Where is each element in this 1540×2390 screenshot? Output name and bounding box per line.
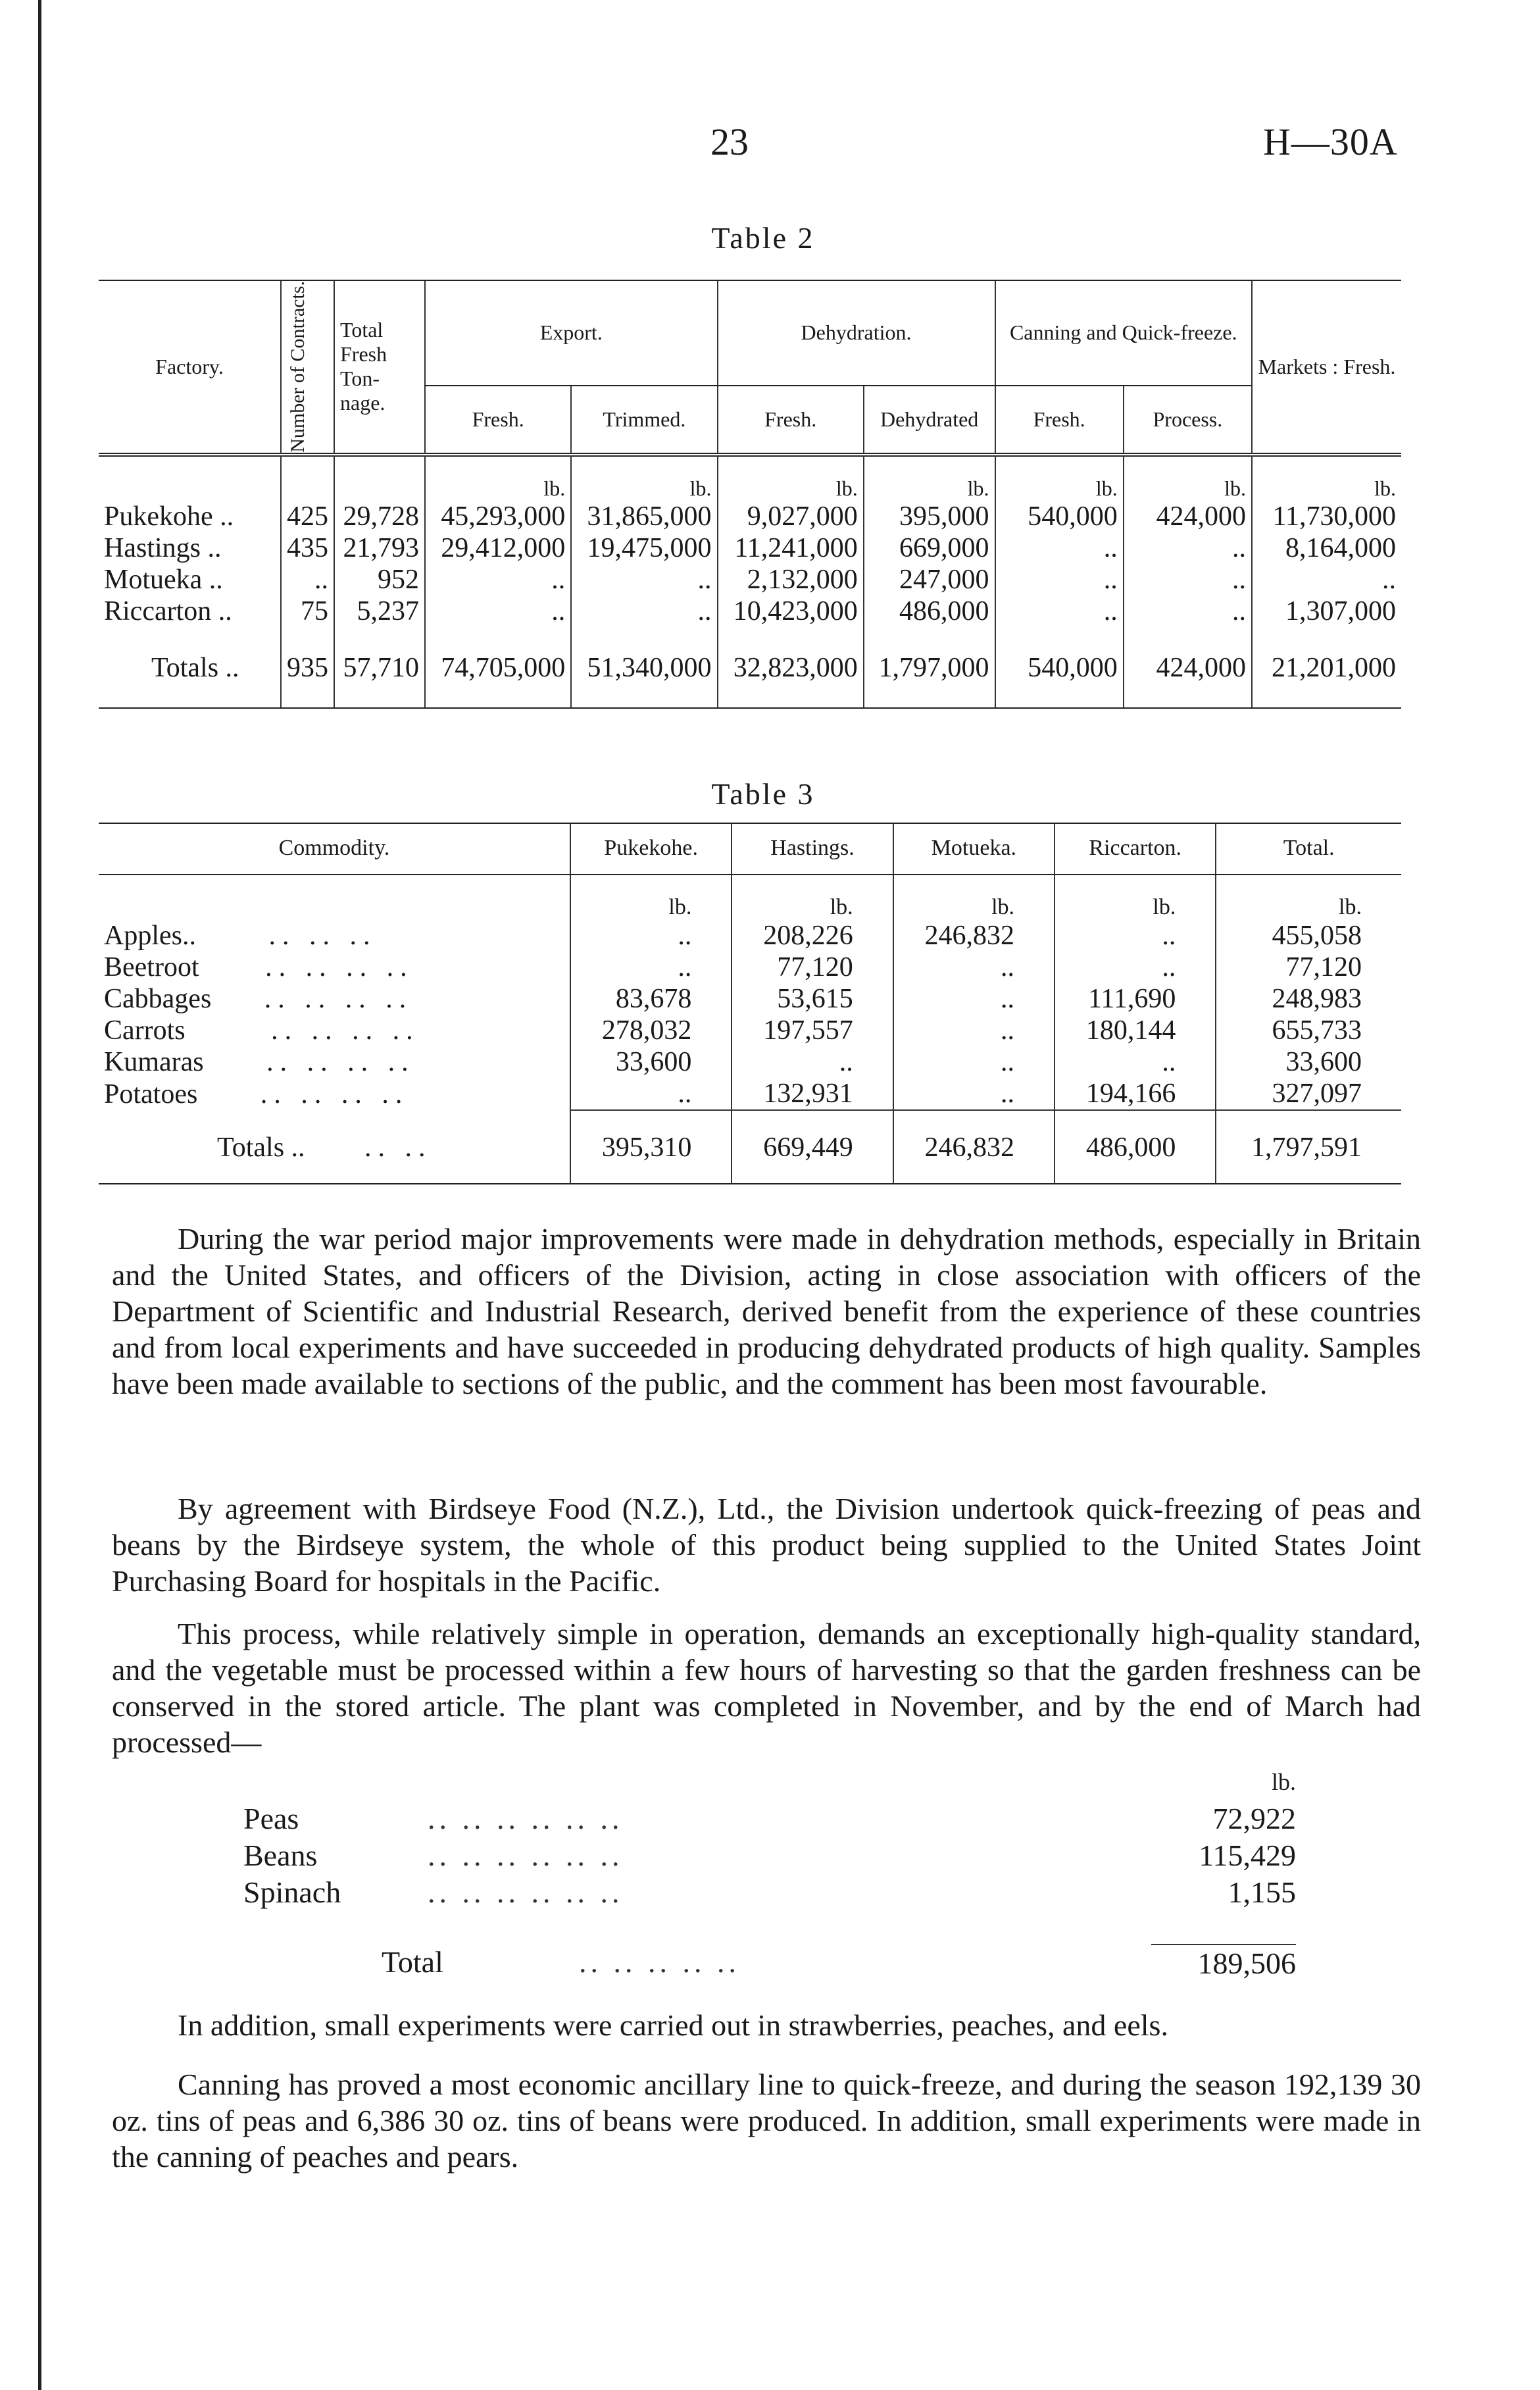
motueka-cell: .. [893,1046,1055,1078]
riccarton-cell: 180,144 [1055,1015,1216,1046]
pukekohe-total: 395,310 [570,1110,732,1184]
t2-header-canning: Canning and Quick-freeze. [995,280,1252,386]
leader-dots: .. [218,596,232,626]
markets-cell: .. [1252,564,1401,596]
t2-sub-dehy-fresh: Fresh. [718,386,864,453]
t3-row-cabbages [99,983,1401,1015]
can-process-cell: .. [1124,596,1252,627]
t2-sub-can-process: Process. [1124,386,1252,453]
motueka-cell: 246,832 [893,920,1055,952]
t2-row-pukekohe [99,501,1401,532]
export-trimmed-cell: 31,865,000 [571,501,717,532]
item-value: 115,429 [1199,1839,1296,1872]
dehy-fresh-total: 32,823,000 [718,627,864,708]
item-name: Beans [243,1839,318,1872]
commodity-name: Potatoes [104,1079,198,1109]
table3-title: Table 3 [711,777,815,811]
unit-label: lb. [995,456,1124,501]
table3 [99,823,1401,1184]
totals-label: Totals [151,652,219,683]
commodity-name: Apples.. [104,921,196,951]
leader-dots: .. .. .. .. .. .. [428,1839,624,1872]
commodity-name: Cabbages [104,984,212,1014]
dehy-dehydrated-cell: 247,000 [864,564,995,596]
t3-header-hastings: Hastings. [732,823,893,875]
hastings-cell: 53,615 [732,983,893,1015]
can-fresh-cell: 540,000 [995,501,1124,532]
hastings-cell: 208,226 [732,920,893,952]
contracts-cell: 425 [281,501,334,532]
leader-dots: .. .. .. .. [271,1015,420,1046]
processed-list [243,1764,1296,1982]
tonnage-total: 57,710 [334,627,425,708]
commodity-name: Carrots [104,1015,186,1046]
dehy-dehydrated-cell: 669,000 [864,532,995,564]
pukekohe-cell: 278,032 [570,1015,732,1046]
t3-header-pukekohe: Pukekohe. [570,823,732,875]
export-trimmed-cell: .. [571,596,717,627]
item-value: 72,922 [1212,1802,1296,1835]
export-fresh-cell: .. [425,596,571,627]
item-value: 1,155 [1228,1875,1296,1909]
commodity-name: Beetroot [104,952,199,982]
hastings-cell: 77,120 [732,952,893,983]
leader-dots: .. [207,532,222,563]
t2-sub-dehy-dehydrated: Dehydrated [864,386,995,453]
t3-row-apples [99,920,1401,952]
dehy-fresh-cell: 10,423,000 [718,596,864,627]
leader-dots: .. .. .. .. [264,984,413,1014]
totals-label: Totals .. [217,1132,305,1163]
grand-total: 1,797,591 [1216,1110,1401,1184]
factory-name: Hastings [104,532,201,563]
can-process-cell: 424,000 [1124,501,1252,532]
motueka-cell: .. [893,1015,1055,1046]
t2-header-export: Export. [425,280,718,386]
unit-label: lb. [425,456,571,501]
can-process-total: 424,000 [1124,627,1252,708]
export-trimmed-total: 51,340,000 [571,627,717,708]
riccarton-cell: 111,690 [1055,983,1216,1015]
t2-row-hastings [99,532,1401,564]
list-total-row [243,1937,1296,1982]
hastings-cell: 132,931 [732,1078,893,1110]
contracts-cell: 435 [281,532,334,564]
tonnage-cell: 952 [334,564,425,596]
riccarton-cell: .. [1055,952,1216,983]
t3-row-potatoes [99,1078,1401,1110]
leader-dots: .. .. .. .. [260,1079,409,1109]
t2-header-dehydration: Dehydration. [718,280,995,386]
leader-dots: .. .. .. [268,921,377,951]
leader-dots: .. [225,652,239,683]
unit-label: lb. [571,456,717,501]
motueka-cell: .. [893,1078,1055,1110]
item-name: Peas [243,1802,299,1835]
hastings-total: 669,449 [732,1110,893,1184]
binding-edge-rule [38,0,41,2390]
dehy-fresh-cell: 2,132,000 [718,564,864,596]
export-fresh-cell: 29,412,000 [425,532,571,564]
markets-cell: 8,164,000 [1252,532,1401,564]
t2-unit-row [99,456,1401,501]
unit-label: lb. [1271,1769,1296,1795]
page-number: 23 [710,120,749,163]
can-fresh-total: 540,000 [995,627,1124,708]
total-cell: 77,120 [1216,952,1401,983]
riccarton-cell: 194,166 [1055,1078,1216,1110]
pukekohe-cell: 33,600 [570,1046,732,1078]
total-cell: 248,983 [1216,983,1401,1015]
export-fresh-cell: 45,293,000 [425,501,571,532]
t3-totals-row [99,1110,1401,1184]
factory-name: Motueka [104,564,203,595]
list-item [243,1800,1296,1837]
document-reference: H—30A [1263,120,1398,163]
unit-label: lb. [1252,456,1401,501]
t3-unit-row [99,875,1401,920]
contracts-cell: .. [281,564,334,596]
dehy-dehydrated-cell: 486,000 [864,596,995,627]
pukekohe-cell: .. [570,920,732,952]
commodity-name: Kumaras [104,1047,204,1077]
table2-title: Table 2 [711,221,815,255]
t2-sub-can-fresh: Fresh. [995,386,1124,453]
pukekohe-cell: .. [570,952,732,983]
can-fresh-cell: .. [995,596,1124,627]
leader-dots: .. .. .. .. .. .. [428,1802,624,1835]
export-trimmed-cell: 19,475,000 [571,532,717,564]
dehy-dehydrated-cell: 395,000 [864,501,995,532]
unit-label: lb. [1216,875,1401,920]
t2-row-motueka [99,564,1401,596]
hastings-cell: 197,557 [732,1015,893,1046]
tonnage-cell: 5,237 [334,596,425,627]
leader-dots: .. [209,564,223,595]
list-item [243,1874,1296,1911]
total-cell: 655,733 [1216,1015,1401,1046]
hastings-cell: .. [732,1046,893,1078]
paragraph-process: This process, while relatively simple in operation, demands an exceptionally high-quality standard, and the vegetable must be processed within a few hours of harvesting so that the garden freshness can be conserved in the stored article. The plant was completed in November, and by the end of March had processed— [112,1617,1421,1759]
paragraph-dehydration: During the war period major improvements were made in dehydration methods, especially in Britain and the United States, and officers of the Division, acting in close association with officers of the Department of Scientific and Industrial Research, derived benefit from the experience of these countries and from local experiments and have succeeded in producing dehydrated products of high quality. Samples have been made available to sections of the public, and the comment has been most favourable. [112,1222,1421,1400]
tonnage-cell: 21,793 [334,532,425,564]
can-process-cell: .. [1124,532,1252,564]
tonnage-cell: 29,728 [334,501,425,532]
unit-label: lb. [718,456,864,501]
leader-dots: .. .. .. .. [266,1047,415,1077]
motueka-cell: .. [893,952,1055,983]
total-value: 189,506 [1151,1944,1296,1982]
unit-label: lb. [732,875,893,920]
pukekohe-cell: .. [570,1078,732,1110]
unit-label: lb. [1124,456,1252,501]
t3-header-total: Total. [1216,823,1401,875]
leader-dots: .. .. .. .. [265,952,414,982]
can-fresh-cell: .. [995,564,1124,596]
export-fresh-total: 74,705,000 [425,627,571,708]
t2-header-markets: Markets : Fresh. [1252,280,1401,453]
dehy-dehydrated-total: 1,797,000 [864,627,995,708]
pukekohe-cell: 83,678 [570,983,732,1015]
unit-label: lb. [864,456,995,501]
riccarton-total: 486,000 [1055,1110,1216,1184]
t2-sub-export-trimmed: Trimmed. [571,386,717,453]
can-process-cell: .. [1124,564,1252,596]
paragraph-birdseye: By agreement with Birdseye Food (N.Z.), Ltd., the Division undertook quick-freezing of peas and beans by the Birdseye system, the whole of this product being supplied to the United States Joint Purchasing Board for hospitals in the Pacific. [112,1492,1421,1598]
can-fresh-cell: .. [995,532,1124,564]
paragraph-canning: Canning has proved a most economic ancillary line to quick-freeze, and during the season 192,139 30 oz. tins of peas and 6,386 30 oz. tins of beans were produced. In addition, small experiments were made in the canning of peaches and pears. [112,2068,1421,2174]
unit-label: lb. [1055,875,1216,920]
t3-header-commodity: Commodity. [99,823,570,875]
table2 [99,280,1401,709]
dehy-fresh-cell: 11,241,000 [718,532,864,564]
t3-header-riccarton: Riccarton. [1055,823,1216,875]
t3-row-carrots [99,1015,1401,1046]
markets-cell: 1,307,000 [1252,596,1401,627]
item-name: Spinach [243,1875,341,1909]
motueka-cell: .. [893,983,1055,1015]
riccarton-cell: .. [1055,920,1216,952]
contracts-total: 935 [281,627,334,708]
t2-header-factory: Factory. [99,280,281,453]
leader-dots: .. .. [364,1132,432,1163]
export-fresh-cell: .. [425,564,571,596]
factory-name: Riccarton [104,596,212,626]
t2-header-contracts: Number of Contracts. [281,280,334,453]
t3-row-beetroot [99,952,1401,983]
leader-dots: .. .. .. .. .. [579,1945,740,1979]
t3-header-motueka: Motueka. [893,823,1055,875]
total-cell: 33,600 [1216,1046,1401,1078]
unit-label: lb. [570,875,732,920]
leader-dots: .. .. .. .. .. .. [428,1875,624,1909]
riccarton-cell: .. [1055,1046,1216,1078]
t2-totals-row [99,627,1401,708]
list-item [243,1837,1296,1874]
motueka-total: 246,832 [893,1110,1055,1184]
total-label: Total [382,1945,443,1979]
t2-header-tonnage: Total Fresh Ton-nage. [334,280,425,453]
dehy-fresh-cell: 9,027,000 [718,501,864,532]
markets-cell: 11,730,000 [1252,501,1401,532]
markets-total: 21,201,000 [1252,627,1401,708]
total-cell: 327,097 [1216,1078,1401,1110]
total-cell: 455,058 [1216,920,1401,952]
paragraph-experiments: In addition, small experiments were carried out in strawberries, peaches, and eels. [178,2008,1168,2042]
factory-name: Pukekohe [104,501,213,532]
contracts-cell: 75 [281,596,334,627]
t3-row-kumaras [99,1046,1401,1078]
t2-sub-export-fresh: Fresh. [425,386,571,453]
unit-label: lb. [893,875,1055,920]
t2-row-riccarton [99,596,1401,627]
leader-dots: .. [220,501,234,532]
export-trimmed-cell: .. [571,564,717,596]
